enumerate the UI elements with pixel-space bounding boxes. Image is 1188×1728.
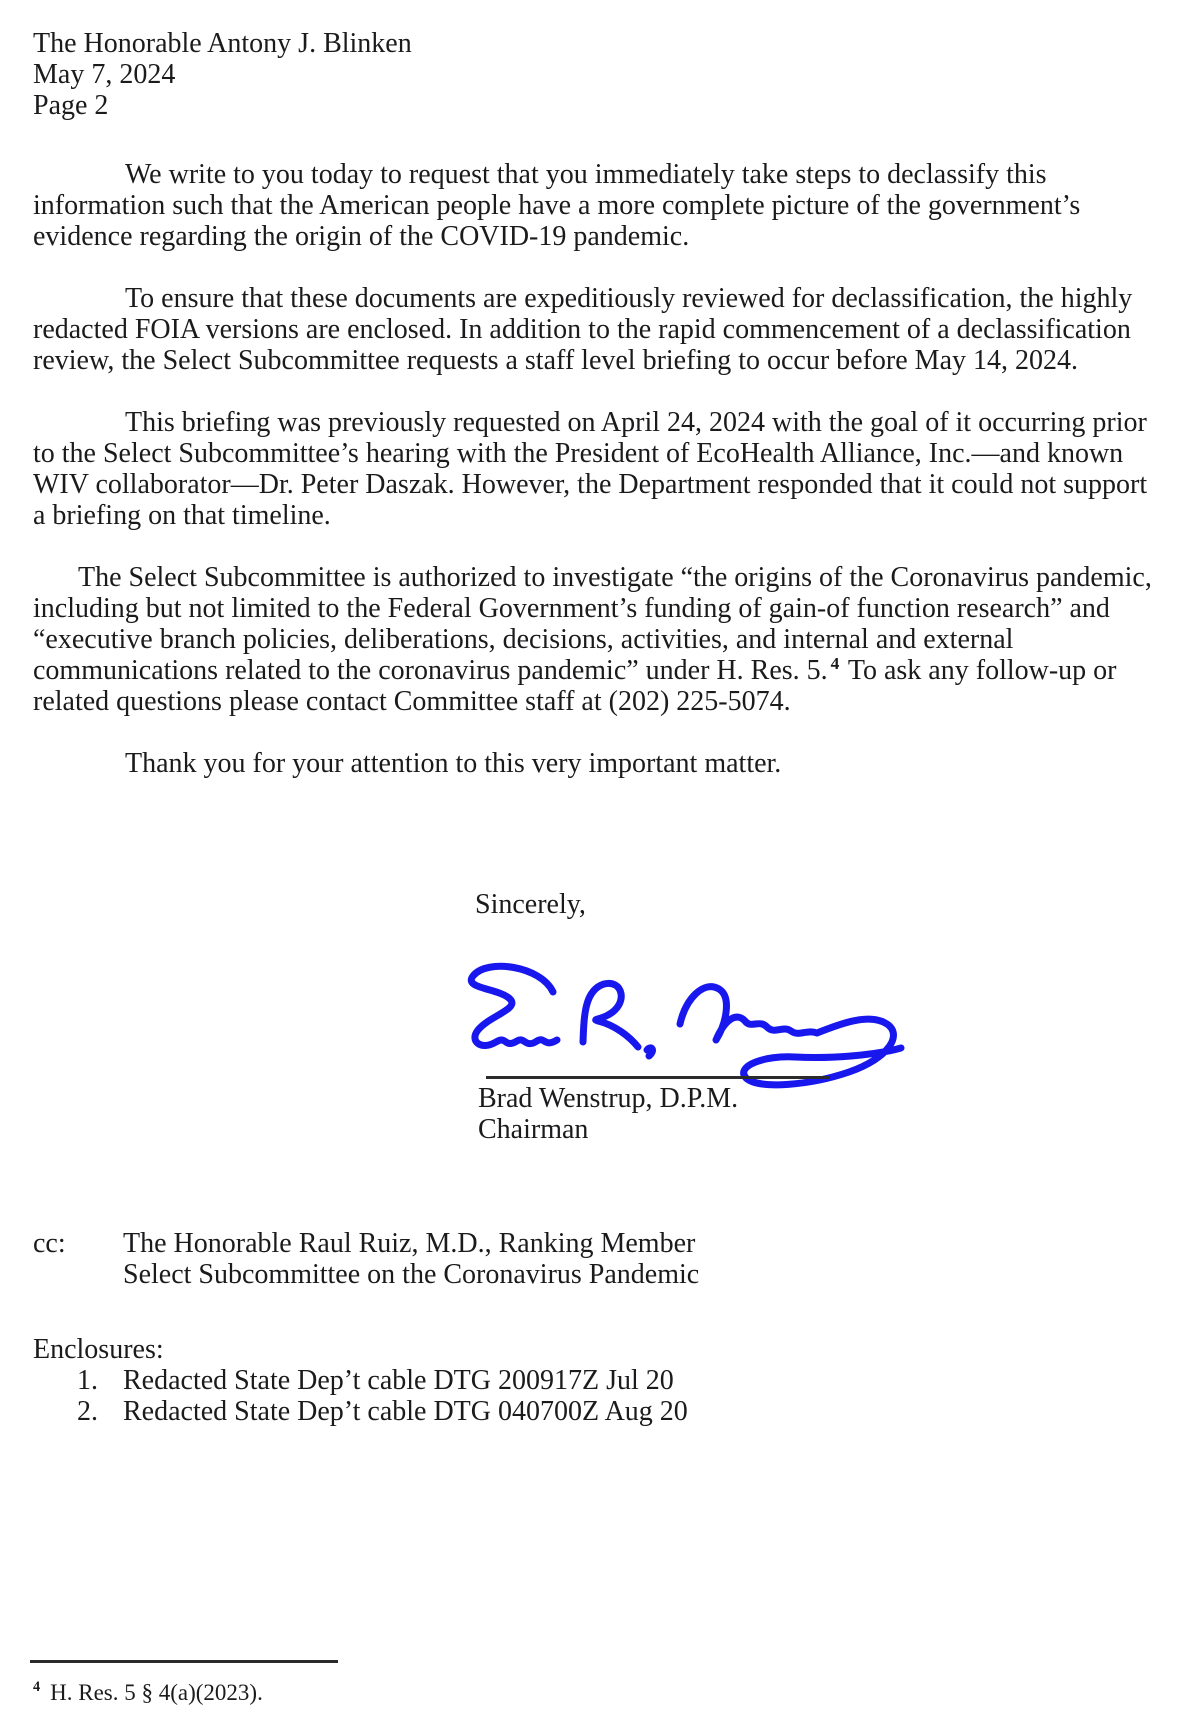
signer-title: Chairman bbox=[478, 1114, 589, 1145]
enclosure-2-number: 2. bbox=[77, 1396, 98, 1427]
enclosure-item-2 bbox=[77, 1396, 688, 1427]
signature-stroke-last-name-flourish bbox=[680, 987, 901, 1085]
signature-stroke-middle-initial bbox=[583, 983, 653, 1056]
cc-label: cc: bbox=[33, 1228, 66, 1259]
cc-recipient-org: Select Subcommittee on the Coronavirus Pandemic bbox=[123, 1259, 700, 1290]
page-number-line: Page 2 bbox=[33, 90, 109, 121]
footnote-marker: 4 bbox=[33, 1679, 41, 1696]
authority-text-before-footnote: The Select Subcommittee is authorized to investigate “the origins of the Coronavirus pandemic, including but not limited to the Federal Government’s funding of gain-of function research” and “executive branch policies, deliberations, decisions, activities, and internal and external communications related to the coronavirus pandemic” under H. Res. 5. bbox=[33, 562, 1152, 686]
enclosure-1-text: Redacted State Dep’t cable DTG 200917Z Jul 20 bbox=[123, 1365, 674, 1396]
paragraph-thank-you: Thank you for your attention to this very important matter. bbox=[125, 748, 782, 779]
cc-recipient: The Honorable Raul Ruiz, M.D., Ranking Member bbox=[123, 1228, 696, 1259]
signer-block bbox=[478, 1083, 738, 1145]
footnote bbox=[33, 1678, 263, 1708]
signature-line bbox=[486, 1076, 830, 1079]
cc-block bbox=[33, 1228, 699, 1290]
enclosure-item-1 bbox=[77, 1365, 688, 1396]
enclosure-2-text: Redacted State Dep’t cable DTG 040700Z Aug 20 bbox=[123, 1396, 688, 1427]
signature-stroke-first-name bbox=[471, 966, 557, 1045]
paragraph-foia-briefing-request: To ensure that these documents are expeditiously reviewed for declassification, the highly redacted FOIA versions are enclosed. In addition to the rapid commencement of a declassification review, the Select Subcommittee requests a staff level briefing to occur before May 14, 2024. bbox=[33, 283, 1133, 376]
closing-salutation: Sincerely, bbox=[475, 889, 586, 920]
paragraph-declassify-request: We write to you today to request that you immediately take steps to declassify this information such that the American people have a more complete picture of the government’s evidence regarding the origin of the COVID-19 pandemic. bbox=[33, 159, 1081, 252]
authority-text-after-footnote: To ask any follow-up or related questions please contact Committee staff at (202) 225-5074. bbox=[33, 655, 1117, 717]
signer-name: Brad Wenstrup, D.P.M. bbox=[478, 1083, 739, 1114]
date-line: May 7, 2024 bbox=[33, 59, 176, 90]
paragraph-subcommittee-authority bbox=[33, 562, 1155, 717]
footnote-separator bbox=[30, 1660, 338, 1663]
cc-lines bbox=[123, 1228, 699, 1290]
enclosures-label: Enclosures: bbox=[33, 1334, 164, 1365]
recipient-line: The Honorable Antony J. Blinken bbox=[33, 28, 412, 59]
letter-header bbox=[33, 28, 1155, 121]
footnote-reference-4: 4 bbox=[830, 653, 840, 673]
footnote-text: H. Res. 5 § 4(a)(2023). bbox=[50, 1680, 263, 1705]
enclosures-block bbox=[33, 1334, 688, 1427]
paragraph-daszak-hearing: This briefing was previously requested on April 24, 2024 with the goal of it occurring prior to the Select Subcommittee’s hearing with the President of EcoHealth Alliance, Inc.—and known WIV collaborator—Dr. Peter Daszak. However, the Department responded that it could not support a briefing on that timeline. bbox=[33, 407, 1148, 531]
enclosure-1-number: 1. bbox=[77, 1365, 98, 1396]
